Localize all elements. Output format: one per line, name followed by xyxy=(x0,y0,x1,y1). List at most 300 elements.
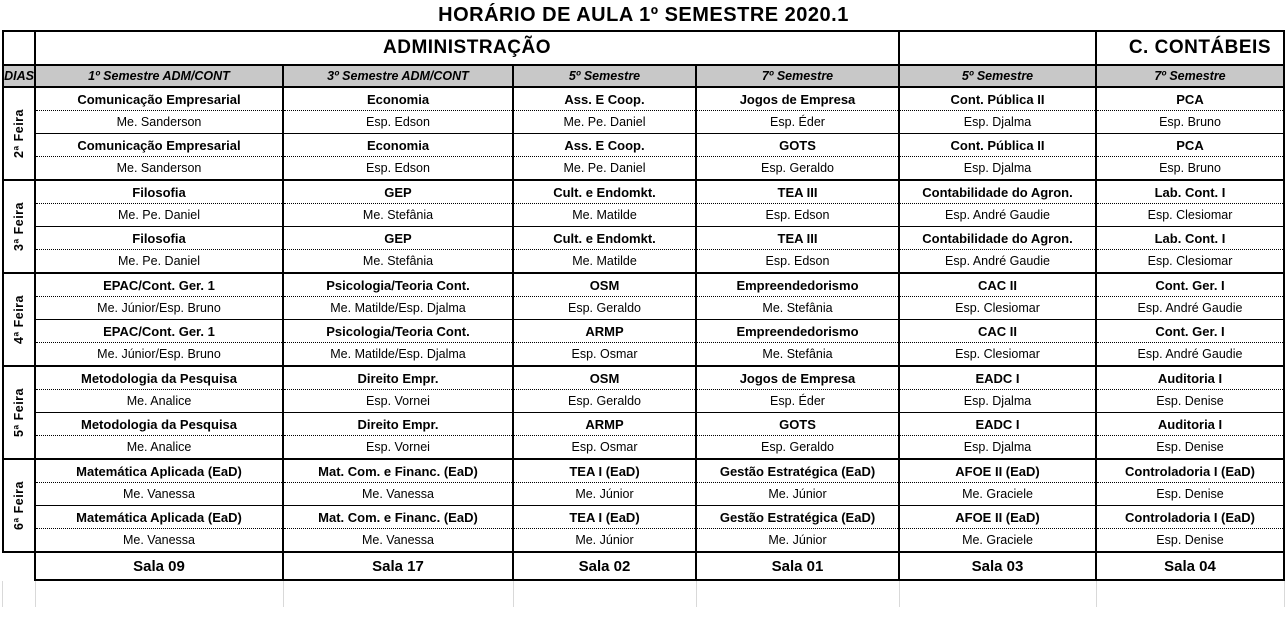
class-teacher: Esp. Edson xyxy=(765,253,830,268)
class-teacher: Esp. Osmar xyxy=(571,346,638,361)
class-subject-cell xyxy=(1096,273,1284,297)
class-subject-cell xyxy=(696,366,899,390)
class-subject: Direito Empr. xyxy=(357,416,439,432)
class-teacher-cell xyxy=(1096,204,1284,227)
class-subject: Controladoria I (EaD) xyxy=(1124,463,1255,479)
day-label: 5ª Feira xyxy=(11,388,26,437)
room-cell-3 xyxy=(513,552,696,580)
class-teacher: Me. Júnior/Esp. Bruno xyxy=(97,346,221,361)
class-subject: Lab. Cont. I xyxy=(1154,230,1226,246)
schedule-row-teacher xyxy=(3,111,1284,134)
day-label-cell-1 xyxy=(3,87,35,180)
class-teacher: Me. Pe. Daniel xyxy=(118,207,200,222)
class-teacher-cell xyxy=(899,204,1096,227)
schedule-table-container xyxy=(0,30,1287,581)
class-subject-cell xyxy=(1096,134,1284,157)
class-teacher-cell xyxy=(283,250,513,274)
class-subject: Economia xyxy=(366,91,430,107)
class-subject: Matemática Aplicada (EaD) xyxy=(76,509,242,525)
class-teacher-cell xyxy=(1096,297,1284,320)
class-teacher-cell xyxy=(899,529,1096,553)
schedule-row-teacher xyxy=(3,436,1284,460)
class-subject-cell xyxy=(696,87,899,111)
class-subject: GOTS xyxy=(779,416,816,432)
class-subject: TEA III xyxy=(777,184,818,200)
class-subject: OSM xyxy=(589,370,620,386)
class-teacher-cell xyxy=(696,157,899,181)
schedule-row-teacher xyxy=(3,343,1284,367)
class-subject-cell xyxy=(899,134,1096,157)
room-cell-1 xyxy=(35,552,283,580)
class-subject: Economia xyxy=(366,137,430,153)
column-header-label: 5º Semestre xyxy=(568,69,641,83)
class-subject: TEA I (EaD) xyxy=(569,463,640,479)
class-teacher-cell xyxy=(1096,111,1284,134)
room-label: Sala 03 xyxy=(971,557,1024,575)
schedule-row-teacher xyxy=(3,390,1284,413)
class-teacher-cell xyxy=(1096,483,1284,506)
class-teacher-cell xyxy=(899,157,1096,181)
class-teacher: Me. Analice xyxy=(126,439,192,454)
schedule-row-subject xyxy=(3,273,1284,297)
class-subject-cell xyxy=(899,273,1096,297)
group-header-label: ADMINISTRAÇÃO xyxy=(383,37,551,58)
class-subject: EADC I xyxy=(975,416,1020,432)
class-subject-cell xyxy=(283,180,513,204)
class-subject: PCA xyxy=(1176,137,1204,153)
schedule-row-subject xyxy=(3,366,1284,390)
class-teacher: Me. Matilde xyxy=(572,253,637,268)
class-subject-cell xyxy=(35,273,283,297)
class-teacher: Esp. Clesiomar xyxy=(1147,207,1233,222)
group-header-label: C. CONTÁBEIS xyxy=(1128,37,1271,58)
room-label: Sala 09 xyxy=(133,557,185,575)
class-teacher: Me. Júnior xyxy=(768,532,827,547)
column-header-5 xyxy=(899,65,1096,87)
class-subject-cell xyxy=(513,320,696,343)
class-teacher-cell xyxy=(899,111,1096,134)
schedule-row-teacher xyxy=(3,204,1284,227)
class-subject: Cont. Ger. I xyxy=(1155,323,1225,339)
class-subject: Jogos de Empresa xyxy=(739,370,856,386)
class-teacher-cell xyxy=(35,436,283,460)
class-subject: Cont. Ger. I xyxy=(1155,277,1225,293)
class-teacher: Esp. Djalma xyxy=(963,439,1032,454)
class-teacher-cell xyxy=(513,111,696,134)
class-teacher: Esp. Edson xyxy=(366,160,430,175)
column-header-label: 7º Semestre xyxy=(1154,69,1226,83)
class-subject: GEP xyxy=(384,184,412,200)
class-subject: GOTS xyxy=(779,137,816,153)
class-teacher-cell xyxy=(35,204,283,227)
class-teacher-cell xyxy=(696,436,899,460)
class-teacher: Esp. Djalma xyxy=(963,114,1032,129)
class-subject-cell xyxy=(696,413,899,436)
page-title-bar xyxy=(0,0,1287,30)
class-subject-cell xyxy=(899,459,1096,483)
class-teacher: Esp. Denise xyxy=(1156,486,1224,501)
class-teacher: Esp. André Gaudie xyxy=(945,253,1050,268)
room-cell-4 xyxy=(696,552,899,580)
class-subject-cell xyxy=(1096,459,1284,483)
schedule-row-teacher xyxy=(3,250,1284,274)
class-subject-cell xyxy=(899,180,1096,204)
room-row-corner-cell xyxy=(3,552,35,580)
class-teacher-cell xyxy=(1096,157,1284,181)
class-teacher: Me. Sanderson xyxy=(116,114,202,129)
class-subject-cell xyxy=(35,320,283,343)
class-subject-cell xyxy=(899,366,1096,390)
schedule-row-subject xyxy=(3,87,1284,111)
class-teacher-cell xyxy=(35,250,283,274)
class-subject: GEP xyxy=(384,230,412,246)
class-teacher-cell xyxy=(696,250,899,274)
class-subject: Direito Empr. xyxy=(357,370,439,386)
group-header-cell-1 xyxy=(35,31,899,65)
class-teacher-cell xyxy=(283,204,513,227)
class-teacher: Me. Matilde xyxy=(572,207,637,222)
class-teacher: Esp. Vornei xyxy=(366,393,430,408)
day-label: 4ª Feira xyxy=(11,295,26,344)
class-teacher-cell xyxy=(696,111,899,134)
class-teacher-cell xyxy=(696,204,899,227)
class-subject: Psicologia/Teoria Cont. xyxy=(326,277,470,293)
class-teacher-cell xyxy=(899,297,1096,320)
class-teacher-cell xyxy=(35,390,283,413)
schedule-row-subject xyxy=(3,227,1284,250)
class-subject: Comunicação Empresarial xyxy=(77,137,241,153)
schedule-row-teacher xyxy=(3,483,1284,506)
class-subject: Contabilidade do Agron. xyxy=(922,230,1073,246)
room-cell-5 xyxy=(899,552,1096,580)
class-subject-cell xyxy=(283,320,513,343)
class-teacher: Esp. André Gaudie xyxy=(1137,300,1243,315)
schedule-row-subject xyxy=(3,413,1284,436)
class-teacher: Esp. Edson xyxy=(765,207,830,222)
class-subject-cell xyxy=(899,320,1096,343)
class-teacher-cell xyxy=(513,483,696,506)
class-teacher: Esp. Clesiomar xyxy=(1147,253,1233,268)
class-teacher: Esp. André Gaudie xyxy=(945,207,1050,222)
class-teacher: Me. Júnior/Esp. Bruno xyxy=(97,300,221,315)
group-header-corner-cell xyxy=(3,31,35,65)
class-teacher-cell xyxy=(696,483,899,506)
class-teacher-cell xyxy=(1096,436,1284,460)
class-teacher: Me. Pe. Daniel xyxy=(118,253,200,268)
class-subject: Gestão Estratégica (EaD) xyxy=(719,463,876,479)
dias-header-label: DIAS xyxy=(4,69,34,83)
class-subject-cell xyxy=(696,273,899,297)
class-subject: ARMP xyxy=(585,416,624,432)
class-subject: Ass. E Coop. xyxy=(564,137,645,153)
class-teacher-cell xyxy=(35,157,283,181)
class-subject: OSM xyxy=(589,277,620,293)
class-subject-cell xyxy=(513,459,696,483)
class-subject-cell xyxy=(283,366,513,390)
class-subject: TEA I (EaD) xyxy=(569,509,640,525)
class-teacher-cell xyxy=(696,390,899,413)
class-subject: Psicologia/Teoria Cont. xyxy=(326,323,470,339)
class-teacher: Me. Vanessa xyxy=(361,532,435,547)
class-subject: Auditoria I xyxy=(1157,370,1223,386)
page-title: HORÁRIO DE AULA 1º SEMESTRE 2020.1 xyxy=(438,3,849,26)
class-subject: Auditoria I xyxy=(1157,416,1223,432)
class-teacher: Me. Matilde/Esp. Djalma xyxy=(330,300,466,315)
class-subject: CAC II xyxy=(978,323,1017,339)
column-header-2 xyxy=(283,65,513,87)
class-subject-cell xyxy=(1096,227,1284,250)
class-subject-cell xyxy=(283,134,513,157)
class-teacher-cell xyxy=(283,111,513,134)
class-teacher-cell xyxy=(513,297,696,320)
column-header-3 xyxy=(513,65,696,87)
column-header-label: 3º Semestre ADM/CONT xyxy=(327,69,469,83)
class-teacher-cell xyxy=(513,390,696,413)
class-teacher: Esp. Clesiomar xyxy=(955,300,1040,315)
class-teacher: Esp. Geraldo xyxy=(761,160,834,175)
class-teacher: Me. Stefânia xyxy=(362,253,434,268)
room-label: Sala 01 xyxy=(771,557,824,575)
class-teacher-cell xyxy=(696,343,899,367)
column-header-6 xyxy=(1096,65,1284,87)
class-teacher: Me. Graciele xyxy=(962,486,1033,501)
class-subject-cell xyxy=(899,506,1096,529)
class-teacher: Me. Graciele xyxy=(962,532,1033,547)
sheet-tail-strip xyxy=(2,581,1285,607)
class-subject: ARMP xyxy=(585,323,624,339)
class-subject-cell xyxy=(283,459,513,483)
class-subject: AFOE II (EaD) xyxy=(955,463,1040,479)
class-subject: EPAC/Cont. Ger. 1 xyxy=(103,323,215,339)
class-subject-cell xyxy=(1096,87,1284,111)
class-subject-cell xyxy=(513,180,696,204)
class-subject-cell xyxy=(35,134,283,157)
column-header-dias xyxy=(3,65,35,87)
day-label: 3ª Feira xyxy=(11,202,26,251)
class-teacher: Me. Stefânia xyxy=(762,346,833,361)
class-subject: Filosofia xyxy=(132,230,186,246)
class-subject-cell xyxy=(35,366,283,390)
class-subject: Controladoria I (EaD) xyxy=(1124,509,1255,525)
class-subject-cell xyxy=(513,273,696,297)
class-subject: Filosofia xyxy=(132,184,186,200)
class-subject: CAC II xyxy=(978,277,1017,293)
class-subject: Mat. Com. e Financ. (EaD) xyxy=(318,509,478,525)
class-subject: AFOE II (EaD) xyxy=(955,509,1040,525)
class-subject-cell xyxy=(1096,413,1284,436)
class-teacher: Esp. Denise xyxy=(1156,393,1224,408)
column-header-4 xyxy=(696,65,899,87)
class-teacher-cell xyxy=(513,436,696,460)
class-teacher-cell xyxy=(283,436,513,460)
class-teacher-cell xyxy=(35,343,283,367)
class-subject: Ass. E Coop. xyxy=(564,91,645,107)
column-header-label: 5º Semestre xyxy=(961,69,1034,83)
room-label: Sala 17 xyxy=(372,557,424,575)
class-teacher: Esp. Djalma xyxy=(963,160,1032,175)
class-teacher-cell xyxy=(513,157,696,181)
class-teacher-cell xyxy=(899,436,1096,460)
room-label: Sala 04 xyxy=(1164,557,1216,575)
class-subject-cell xyxy=(899,87,1096,111)
group-header-row xyxy=(3,31,1284,65)
class-subject: Comunicação Empresarial xyxy=(77,91,241,107)
schedule-row-subject xyxy=(3,459,1284,483)
class-teacher-cell xyxy=(899,390,1096,413)
class-teacher: Me. Stefânia xyxy=(362,207,434,222)
class-subject-cell xyxy=(696,320,899,343)
class-subject-cell xyxy=(283,506,513,529)
class-teacher: Esp. Éder xyxy=(770,114,825,129)
class-subject: EPAC/Cont. Ger. 1 xyxy=(103,277,215,293)
class-subject: EADC I xyxy=(975,370,1020,386)
class-subject-cell xyxy=(35,87,283,111)
class-subject: Metodologia da Pesquisa xyxy=(80,416,238,432)
class-subject-cell xyxy=(35,227,283,250)
class-teacher-cell xyxy=(513,250,696,274)
column-header-label: 7º Semestre xyxy=(761,69,834,83)
class-teacher-cell xyxy=(899,250,1096,274)
class-teacher-cell xyxy=(283,483,513,506)
class-teacher-cell xyxy=(35,111,283,134)
class-subject: Lab. Cont. I xyxy=(1154,184,1226,200)
class-subject: Jogos de Empresa xyxy=(739,91,856,107)
class-subject: Cont. Pública II xyxy=(950,91,1045,107)
class-subject-cell xyxy=(513,506,696,529)
class-subject-cell xyxy=(35,459,283,483)
class-subject: Empreendedorismo xyxy=(736,277,859,293)
room-row xyxy=(3,552,1284,580)
class-teacher-cell xyxy=(513,343,696,367)
schedule-row-subject xyxy=(3,180,1284,204)
class-teacher: Esp. Geraldo xyxy=(761,439,834,454)
class-teacher: Esp. Clesiomar xyxy=(955,346,1040,361)
class-subject-cell xyxy=(513,366,696,390)
class-subject-cell xyxy=(899,227,1096,250)
schedule-row-teacher xyxy=(3,297,1284,320)
class-subject: Matemática Aplicada (EaD) xyxy=(76,463,242,479)
class-subject-cell xyxy=(1096,366,1284,390)
column-header-label: 1º Semestre ADM/CONT xyxy=(88,69,230,83)
class-teacher-cell xyxy=(283,343,513,367)
schedule-table xyxy=(2,30,1285,581)
group-header-cell-2 xyxy=(899,31,1096,65)
class-subject-cell xyxy=(283,87,513,111)
group-header-cell-3 xyxy=(1096,31,1284,65)
class-teacher: Me. Matilde/Esp. Djalma xyxy=(330,346,466,361)
class-subject-cell xyxy=(696,227,899,250)
class-teacher: Esp. André Gaudie xyxy=(1137,346,1243,361)
class-teacher-cell xyxy=(283,157,513,181)
class-subject: Contabilidade do Agron. xyxy=(922,184,1073,200)
schedule-row-subject xyxy=(3,506,1284,529)
class-teacher: Esp. Éder xyxy=(770,393,825,408)
class-teacher: Esp. Denise xyxy=(1156,532,1224,547)
day-label-cell-3 xyxy=(3,273,35,366)
class-teacher-cell xyxy=(513,529,696,553)
class-teacher: Esp. Edson xyxy=(366,114,430,129)
class-teacher: Me. Pe. Daniel xyxy=(563,114,646,129)
class-subject: Cult. e Endomkt. xyxy=(553,184,656,200)
class-teacher: Esp. Bruno xyxy=(1159,160,1221,175)
class-teacher-cell xyxy=(1096,250,1284,274)
column-header-1 xyxy=(35,65,283,87)
class-subject-cell xyxy=(1096,320,1284,343)
class-subject-cell xyxy=(283,273,513,297)
class-teacher: Esp. Geraldo xyxy=(568,300,641,315)
schedule-row-teacher xyxy=(3,157,1284,181)
class-teacher: Me. Stefânia xyxy=(762,300,833,315)
class-subject: Cult. e Endomkt. xyxy=(553,230,656,246)
class-teacher-cell xyxy=(283,390,513,413)
class-teacher-cell xyxy=(513,204,696,227)
class-subject-cell xyxy=(696,134,899,157)
class-teacher-cell xyxy=(35,297,283,320)
class-subject-cell xyxy=(1096,506,1284,529)
class-subject-cell xyxy=(35,506,283,529)
class-teacher-cell xyxy=(696,297,899,320)
class-subject: Cont. Pública II xyxy=(950,137,1045,153)
class-subject-cell xyxy=(283,413,513,436)
class-teacher: Esp. Geraldo xyxy=(568,393,641,408)
schedule-row-subject xyxy=(3,134,1284,157)
class-teacher-cell xyxy=(35,483,283,506)
class-subject-cell xyxy=(513,134,696,157)
class-teacher-cell xyxy=(696,529,899,553)
class-teacher: Me. Júnior xyxy=(575,486,634,501)
class-teacher-cell xyxy=(1096,390,1284,413)
class-subject-cell xyxy=(35,180,283,204)
class-teacher: Esp. Vornei xyxy=(366,439,430,454)
class-teacher: Me. Júnior xyxy=(768,486,827,501)
schedule-row-subject xyxy=(3,320,1284,343)
class-teacher: Esp. Djalma xyxy=(963,393,1032,408)
class-teacher-cell xyxy=(899,343,1096,367)
class-subject: Mat. Com. e Financ. (EaD) xyxy=(318,463,478,479)
class-teacher: Me. Vanessa xyxy=(122,486,196,501)
class-teacher: Me. Sanderson xyxy=(116,160,202,175)
class-teacher-cell xyxy=(35,529,283,553)
class-teacher: Me. Pe. Daniel xyxy=(563,160,646,175)
class-teacher: Esp. Osmar xyxy=(571,439,638,454)
class-subject: Gestão Estratégica (EaD) xyxy=(719,509,876,525)
class-teacher-cell xyxy=(1096,343,1284,367)
class-teacher-cell xyxy=(1096,529,1284,553)
class-subject-cell xyxy=(696,180,899,204)
class-teacher: Me. Júnior xyxy=(575,532,634,547)
class-subject-cell xyxy=(35,413,283,436)
class-teacher: Me. Vanessa xyxy=(122,532,196,547)
class-teacher: Esp. Denise xyxy=(1156,439,1224,454)
room-cell-6 xyxy=(1096,552,1284,580)
class-teacher-cell xyxy=(899,483,1096,506)
room-label: Sala 02 xyxy=(578,557,631,575)
schedule-row-teacher xyxy=(3,529,1284,553)
class-subject-cell xyxy=(696,506,899,529)
class-subject-cell xyxy=(513,227,696,250)
class-subject: TEA III xyxy=(777,230,818,246)
class-subject-cell xyxy=(283,227,513,250)
class-subject: Empreendedorismo xyxy=(736,323,859,339)
class-teacher: Me. Vanessa xyxy=(361,486,435,501)
class-subject-cell xyxy=(513,413,696,436)
class-subject-cell xyxy=(513,87,696,111)
class-subject: PCA xyxy=(1176,91,1204,107)
class-teacher-cell xyxy=(283,297,513,320)
class-subject: Metodologia da Pesquisa xyxy=(80,370,238,386)
column-header-row xyxy=(3,65,1284,87)
day-label-cell-2 xyxy=(3,180,35,273)
